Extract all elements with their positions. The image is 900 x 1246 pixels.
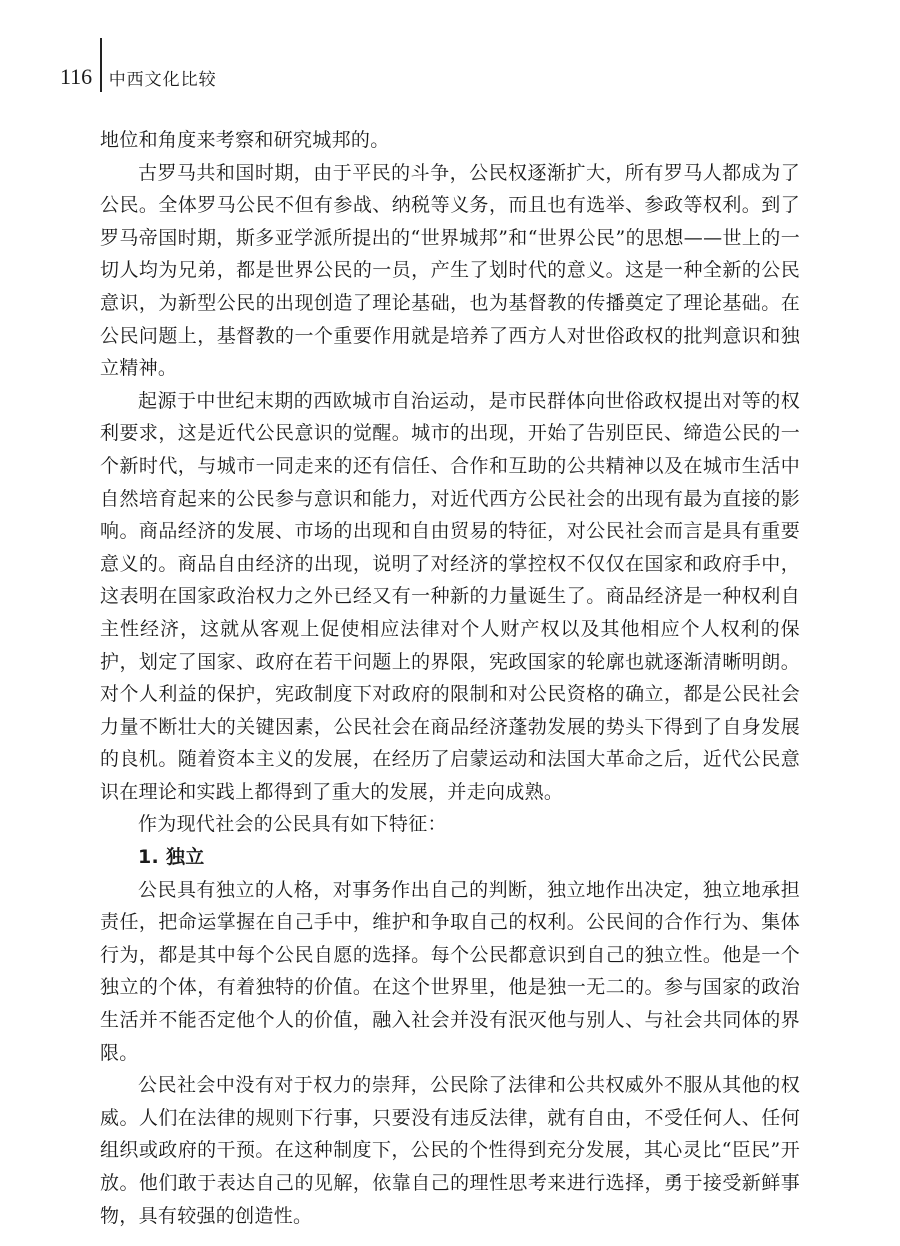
paragraph-features-intro: 作为现代社会的公民具有如下特征： (138, 813, 447, 836)
body-text (100, 124, 800, 1232)
paragraph-no-power-worship: 公民社会中没有对于权力的崇拜，公民除了法律和公共权威外不服从其他的权威。人们在法律的规则下行事，只要没有违反法律，就有自由，不受任何人、任何组织或政府的干预。在这种制度下，公民的个性得到充分发展，其心灵比“臣民”开放。他们敢于表达自己的见解，依靠自己的理性思考来进行选择，勇于接受新鲜事物，具有较强的创造性。 (100, 1074, 800, 1227)
page-header (60, 62, 217, 92)
paragraph-independence: 公民具有独立的人格，对事务作出自己的判断，独立地作出决定，独立地承担责任，把命运掌握在自己手中，维护和争取自己的权利。公民间的合作行为、集体行为，都是其中每个公民自愿的选择。每个公民都意识到自己的独立性。他是一个独立的个体，有着独特的价值。在这个世界里，他是独一无二的。参与国家的政治生活并不能否定他个人的价值，融入社会并没有泯灭他与别人、与社会共同体的界限。 (100, 878, 800, 1064)
section-heading-independence: 1. 独立 (138, 846, 205, 869)
page-number: 116 (60, 64, 93, 89)
paragraph-city-autonomy: 起源于中世纪末期的西欧城市自治运动，是市民群体向世俗政权提出对等的权利要求，这是近代公民意识的觉醒。城市的出现，开始了告别臣民、缔造公民的一个新时代，与城市一同走来的还有信任、合作和互助的公共精神以及在城市生活中自然培育起来的公民参与意识和能力，对近代西方公民社会的出现有最为直接的影响。商品经济的发展、市场的出现和自由贸易的特征，对公民社会而言是具有重要意义的。商品自由经济的出现，说明了对经济的掌控权不仅仅在国家和政府手中，这表明在国家政治权力之外已经又有一种新的力量诞生了。商品经济是一种权利自主性经济，这就从客观上促使相应法律对个人财产权以及其他相应个人权利的保护，划定了国家、政府在若干问题上的界限，宪政国家的轮廓也就逐渐清晰明朗。对个人利益的保护，宪政制度下对政府的限制和对公民资格的确立，都是公民社会力量不断壮大的关键因素，公民社会在商品经济蓬勃发展的势头下得到了自身发展的良机。随着资本主义的发展，在经历了启蒙运动和法国大革命之后，近代公民意识在理论和实践上都得到了重大的发展，并走向成熟。 (100, 389, 800, 803)
header-divider (100, 38, 102, 92)
paragraph-roman-citizenship: 古罗马共和国时期，由于平民的斗争，公民权逐渐扩大，所有罗马人都成为了公民。全体罗马公民不但有参战、纳税等义务，而且也有选举、参政等权利。到了罗马帝国时期，斯多亚学派所提出的“世界城邦”和“世界公民”的思想——世上的一切人均为兄弟，都是世界公民的一员，产生了划时代的意义。这是一种全新的公民意识，为新型公民的出现创造了理论基础，也为基督教的传播奠定了理论基础。在公民问题上，基督教的一个重要作用就是培养了西方人对世俗政权的批判意识和独立精神。 (100, 161, 800, 380)
book-title: 中西文化比较 (108, 69, 217, 90)
paragraph-continuation: 地位和角度来考察和研究城邦的。 (100, 129, 390, 151)
